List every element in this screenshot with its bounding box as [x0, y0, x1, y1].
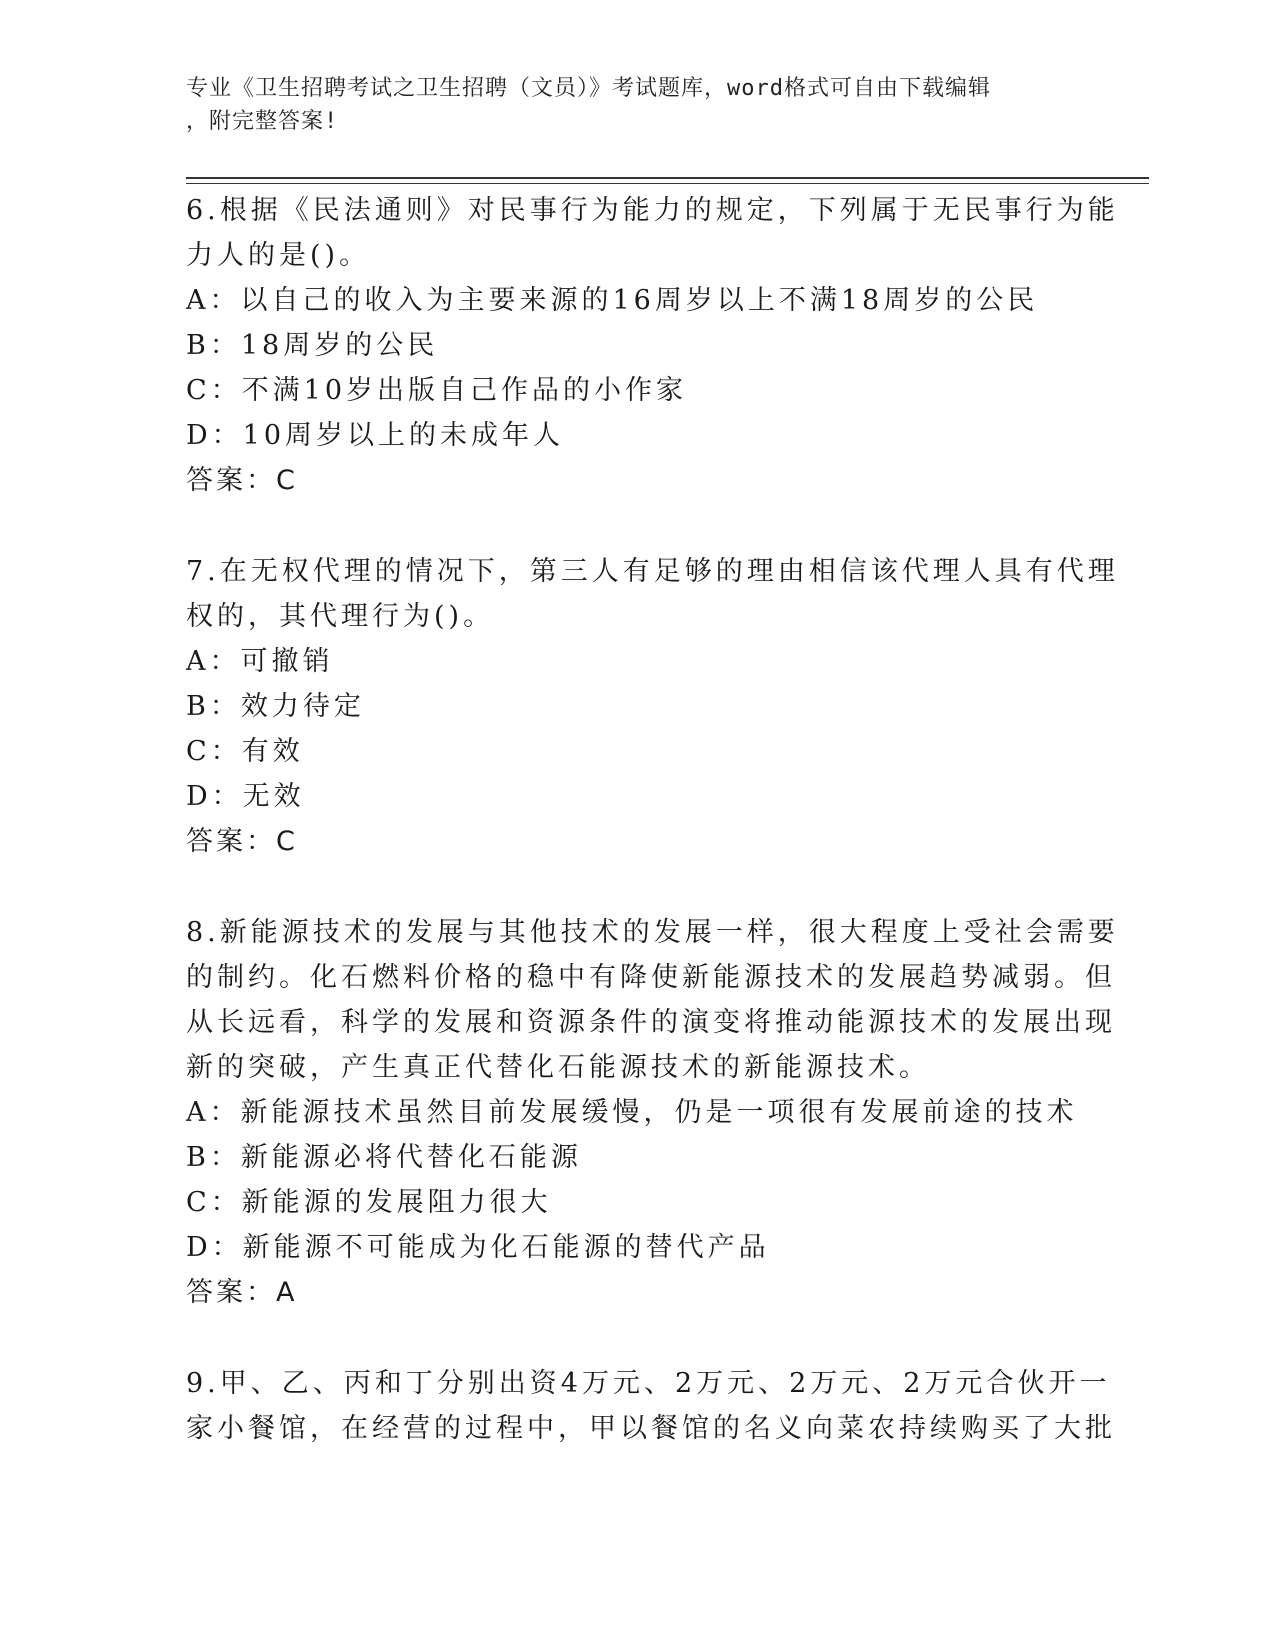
answer: 答案：C [186, 826, 298, 857]
question-8 [186, 910, 1119, 1315]
option-c: C：新能源的发展阻力很大 [186, 1187, 552, 1218]
option-c: C：有效 [186, 736, 304, 767]
header-line-1: 专业《卫生招聘考试之卫生招聘（文员）》考试题库，word格式可自由下载编辑 [186, 76, 991, 101]
option-b: B：效力待定 [186, 691, 365, 722]
document-header [186, 72, 1066, 138]
stem-line: 家小餐馆，在经营的过程中，甲以餐馆的名义向菜农持续购买了大批 [186, 1413, 1116, 1444]
stem-line: 的制约。化石燃料价格的稳中有降使新能源技术的发展趋势减弱。但 [186, 962, 1116, 993]
question-7 [186, 549, 1119, 864]
option-c: C：不满10岁出版自己作品的小作家 [186, 375, 688, 406]
option-b: B：18周岁的公民 [186, 330, 439, 361]
option-a: A：新能源技术虽然目前发展缓慢，仍是一项很有发展前途的技术 [186, 1097, 1078, 1128]
answer: 答案：A [186, 1277, 298, 1308]
question-stem [186, 188, 1119, 278]
header-line-2: ，附完整答案! [186, 109, 339, 134]
stem-line: 8.新能源技术的发展与其他技术的发展一样，很大程度上受社会需要 [186, 917, 1119, 948]
option-d: D：无效 [186, 781, 305, 812]
question-list [186, 188, 1119, 1497]
header-rule-thick [186, 177, 1149, 179]
option-a: A：以自己的收入为主要来源的16周岁以上不满18周岁的公民 [186, 285, 1039, 316]
header-rule-thin [186, 183, 1149, 184]
stem-line: 从长远看，科学的发展和资源条件的演变将推动能源技术的发展出现 [186, 1007, 1116, 1038]
stem-line: 权的，其代理行为()。 [186, 601, 495, 632]
stem-line: 9.甲、乙、丙和丁分别出资4万元、2万元、2万元、2万元合伙开一 [186, 1368, 1111, 1399]
question-stem [186, 549, 1119, 639]
option-b: B：新能源必将代替化石能源 [186, 1142, 582, 1173]
question-stem [186, 910, 1119, 1090]
question-6 [186, 188, 1119, 503]
option-d: D：10周岁以上的未成年人 [186, 420, 565, 451]
stem-line: 新的突破，产生真正代替化石能源技术的新能源技术。 [186, 1052, 930, 1083]
stem-line: 力人的是()。 [186, 240, 371, 271]
option-d: D：新能源不可能成为化石能源的替代产品 [186, 1232, 770, 1263]
question-9 [186, 1361, 1116, 1451]
stem-line: 6.根据《民法通则》对民事行为能力的规定，下列属于无民事行为能 [186, 195, 1119, 226]
option-a: A：可撤销 [186, 646, 334, 677]
answer: 答案：C [186, 465, 298, 496]
question-stem [186, 1361, 1116, 1451]
stem-line: 7.在无权代理的情况下，第三人有足够的理由相信该代理人具有代理 [186, 556, 1119, 587]
